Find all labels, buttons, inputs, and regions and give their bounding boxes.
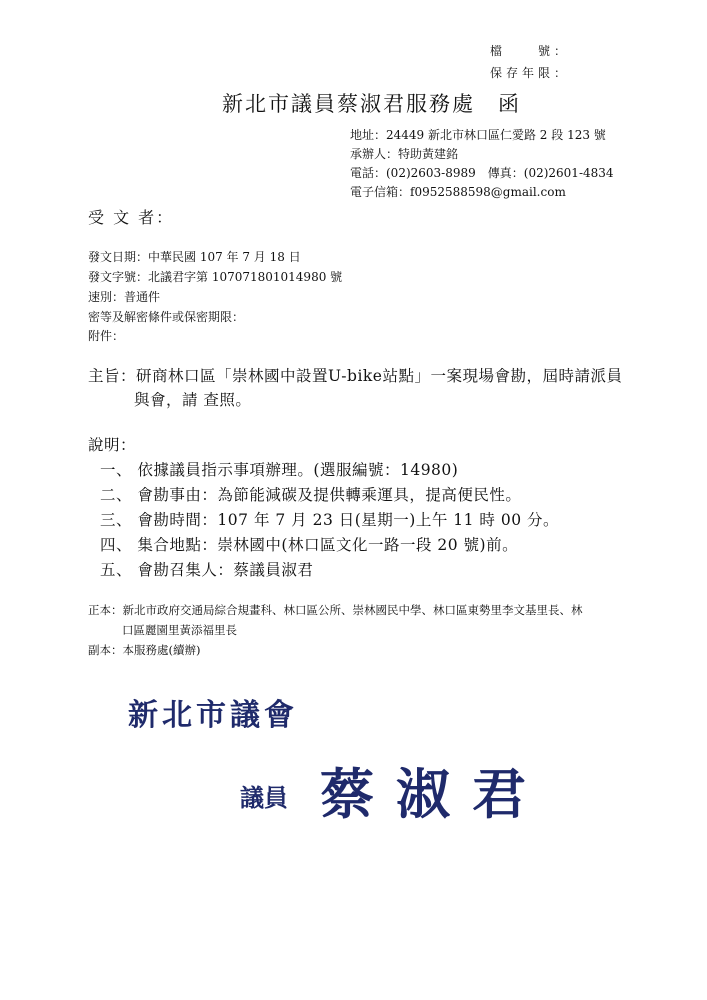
- explanation-item: 五、 會勘召集人：蔡議員淑君: [100, 561, 314, 579]
- contact-phone-fax: 電話：(02)2603-8989 傳真：(02)2601-4834: [350, 166, 614, 180]
- council-seal-text: 新北市議會: [128, 698, 298, 733]
- contact-address: 地址：24449 新北市林口區仁愛路 2 段 123 號: [350, 128, 606, 142]
- recipient-label: 受 文 者：: [88, 208, 175, 227]
- retention-period-label: 保存年限：: [490, 66, 571, 80]
- page-title: 新北市議員蔡淑君服務處 函: [222, 92, 521, 116]
- issue-date: 發文日期：中華民國 107 年 7 月 18 日: [88, 250, 301, 264]
- document-number: 發文字號：北議君字第 107071801014980 號: [88, 270, 343, 284]
- main-recipients-line-2: 口區麗園里黃添福里長: [122, 623, 237, 637]
- secrecy-level: 密等及解密條件或保密期限：: [88, 310, 245, 324]
- attachment-label: 附件：: [88, 329, 125, 343]
- contact-email: 電子信箱：f0952588598@gmail.com: [350, 185, 566, 199]
- explanation-item: 一、 依據議員指示事項辦理。(選服編號：14980): [100, 461, 459, 479]
- copy-recipients: 副本：本服務處(續辦): [88, 643, 201, 657]
- councillor-name-signature: 蔡淑君: [320, 763, 548, 826]
- file-number-label: 檔 號：: [490, 44, 571, 58]
- explanation-item: 二、 會勘事由：為節能減碳及提供轉乘運具，提高便民性。: [100, 486, 522, 504]
- explanation-item: 三、 會勘時間：107 年 7 月 23 日(星期一)上午 11 時 00 分。: [100, 511, 559, 529]
- main-recipients-line-1: 正本：新北市政府交通局綜合規畫科、林口區公所、崇林國民中學、林口區東勢里李文基里長、林: [88, 603, 583, 617]
- subject-line-1: 主旨：研商林口區「崇林國中設置U-bike站點」一案現場會勘，屆時請派員: [88, 367, 623, 385]
- explanation-label: 說明：: [88, 436, 137, 454]
- contact-handler: 承辦人：特助黃建銘: [350, 147, 459, 161]
- delivery-speed: 速別：普通件: [88, 290, 161, 304]
- subject-line-2: 與會，請 查照。: [134, 391, 252, 409]
- explanation-item: 四、 集合地點：崇林國中(林口區文化一路一段 20 號)前。: [100, 536, 519, 554]
- councillor-rank-text: 議員: [240, 784, 288, 812]
